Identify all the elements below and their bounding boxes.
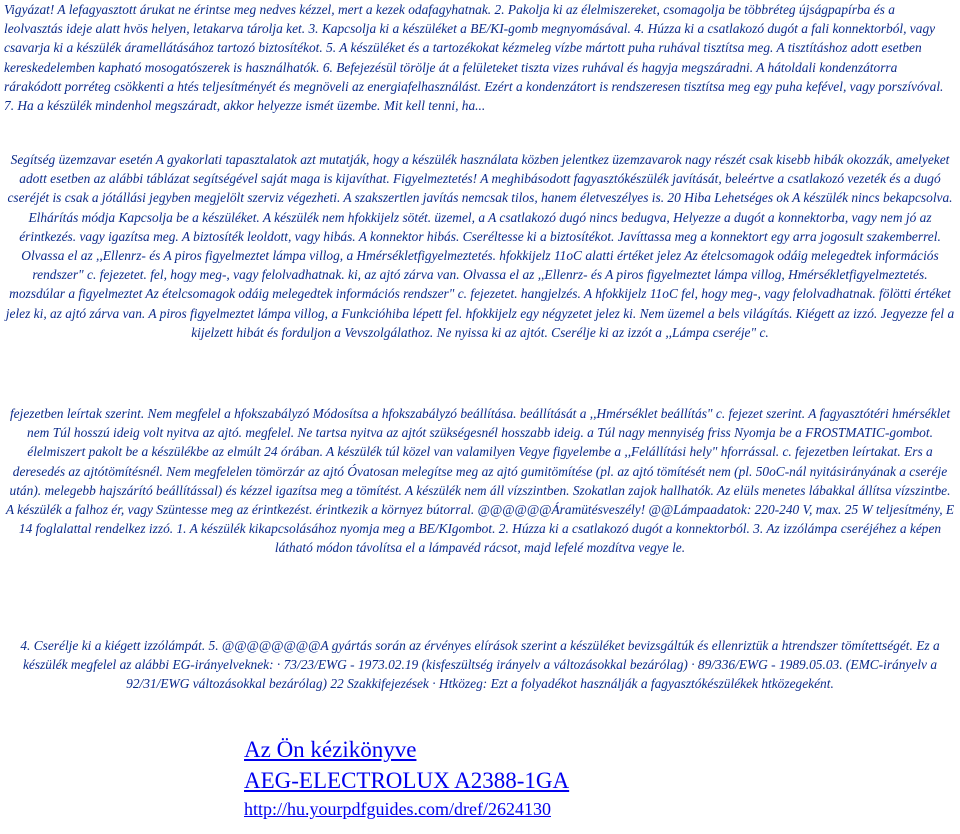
text-block-cleaning: Vigyázat! A lefagyasztott árukat ne érintse meg nedves kézzel, mert a kezek odafagyhatnak. 2. Pakolja ki az élelmiszereket, csomagolja be többréteg újságpapírba és a leolvasztás ideje alatt hvös helyen, letakarva tárolja ket. 3. Kapcsolja ki a készüléket a BE/KI-gomb megnyomásával. 4. Húzza ki a csatlakozó dugót a fali konnektorból, vagy csavarja ki a készülék áramellátásához tartozó biztosítékot. 5. A készüléket és a tartozékokat kézmeleg vízbe mártott puha ruhával tisztítsa meg. A tisztításhoz adott esetben kereskedelemben kapható mosogatószerek is használhatók. 6. Befejezésül törölje át a felületeket tiszta vizes ruhával és hagyja megszáradni. A hátoldali kondenzátorra rárakódott porréteg csökkenti a htés teljesítményét és megnöveli az energiafelhasználást. Ezért a kondenzátort is rendszeresen tisztítsa meg egy puha kefével, vagy porszívóval. 7. Ha a készülék mindenhol megszáradt, akkor helyezze ismét üzembe. Mit kell tenni, ha... [4,2,944,114]
text-block-conformity: 4. Cserélje ki a kiégett izzólámpát. 5. @@@@@@@@A gyártás során az érvényes elírások szerint a készüléket bevizsgáltúk és ellenriztük a htrendszer tömítettségét. Ez a készülék megfelel az alábbi EG-irányelveknek: · 73/23/EWG - 1973.02.19 (kisfeszültség irányelv a változásokkal bezárólag) · 89/336/EWG - 1989.05.03. (EMC-irányelv a 92/31/EWG változásokkal bezárólag) 22 Szakkifejezések · Htközeg: Ezt a folyadékot használják a fagyasztókészülékek htközegeként. [20,638,940,692]
text-block-troubleshooting-cont: fejezetben leírtak szerint. Nem megfelel a hfokszabályzó Módosítsa a hfokszabályzó beállítása. beállítását a ,,Hmérséklet beállítás" c. fejezet szerint. A fagyasztótéri hmérséklet nem Túl hosszú ideig volt nyitva az ajtó. megfelel. Ne tartsa nyitva az ajtót szükségesnél hosszabb ideig. a Túl nagy mennyiség friss Nyomja be a FROSTMATIC-gombot. élelmiszert pakolt be a készülékbe az elmúlt 24 órában. A készülék túl közel van valamilyen Vegye figyelembe a ,,Felállítási hely" hforrással. c. fejezetben leírtakat. Ers a deresedés az ajtótömítésnél. Nem megfelelen tömörzár az ajtó Óvatosan melegítse meg az ajtó gumitömítése (pl. az ajtó tömítését nem (pl. 50oC-nál nyitásirányának a cseréje után). melegebb hajszárító beállítással) és kézzel igazítsa meg a tömítést. A készülék nem áll vízszintben. Szokatlan zajok hallhatók. Az elüls menetes lábakkal állítsa vízszintbe. A készülék a falhoz ér, vagy Szüntesse meg az érintkezést. érintkezik a környez bútorral. @@@@@@Áramütésveszély! @@Lámpaadatok: 220-240 V, max. 25 W teljesítmény, E 14 foglalattal rendelkez izzó. 1. A készülék kikapcsolásához nyomja meg a BE/KIgombot. 2. Húzza ki a csatlakozó dugót a konnektorból. 3. Az izzólámpa cseréjéhez a képen látható módon távolítsa el a lámpavéd rácsot, majd lefelé mozdítva vegye le. [5,406,955,556]
manual-link[interactable]: Az Ön kézikönyve [244,737,417,762]
text-block-troubleshooting: Segítség üzemzavar esetén A gyakorlati tapasztalatok azt mutatják, hogy a készülék használata közben jelentkez üzemzavarok nagy részét csak kisebb hibák okozzák, amelyeket adott esetben az alábbi táblázat segítségével saját maga is kijavíthat. Figyelmeztetés! A meghibásodott fagyasztókészülék javítását, beleértve a csatlakozó vezeték és a dugó cseréjét is csak a jótállási jegyben megjelölt szerviz végezheti. A szakszertlen javítás nemcsak tilos, hanem életveszélyes is. 20 Hiba Lehetséges ok A készülék nincs bekapcsolva. Elhárítás módja Kapcsolja be a készüléket. A készülék nem hfokkijelz sötét. üzemel, a A csatlakozó dugó nincs bedugva, Helyezze a dugót a konnektorba, vagy nem jó az érintkezés. vagy igazítsa meg. A biztosíték leoldott, vagy hibás. A konnektor hibás. Cseréltesse ki a biztosítékot. Javíttassa meg a konnektort egy arra jogosult szakemberrel. Olvassa el az ,,Ellenrz- és A piros figyelmeztet lámpa villog, a Hmérsékletfigyelmeztetés. hfokkijelz 11oC alatti értéket jelez Az ételcsomagok odáig melegedtek információs rendszer" c. fejezetet. fel, hogy meg-, vagy felolvadhatnak. ki, az ajtó zárva van. Olvassa el az ,,Ellenrz- és A piros figyelmeztet lámpa villog, Hmérsékletfigyelmeztetés. mozsdúlar a figyelmeztet Az ételcsomagok odáig melegedtek információs rendszer" c. fejezetet. hangjelzés. A hfokkijelz 11oC fel, hogy meg-, vagy felolvadhatnak. fölötti értéket jelez ki, az ajtó zárva van. A piros figyelmeztet lámpa villog, a Funkcióhiba lépett fel. hfokkijelz egy négyzetet jelez ki. Nem üzemel a bels világítás. Kiégett az izzó. Jegyezze fel a kijelzett hibát és forduljon a Vevszolgálathoz. Ne nyissa ki az ajtót. Cserélje ki az izzót a ,,Lámpa cseréje" c. [5,152,955,340]
url-link[interactable]: http://hu.yourpdfguides.com/dref/2624130 [244,799,551,819]
footer-links [244,734,569,823]
product-link[interactable]: AEG-ELECTROLUX A2388-1GA [244,768,570,793]
